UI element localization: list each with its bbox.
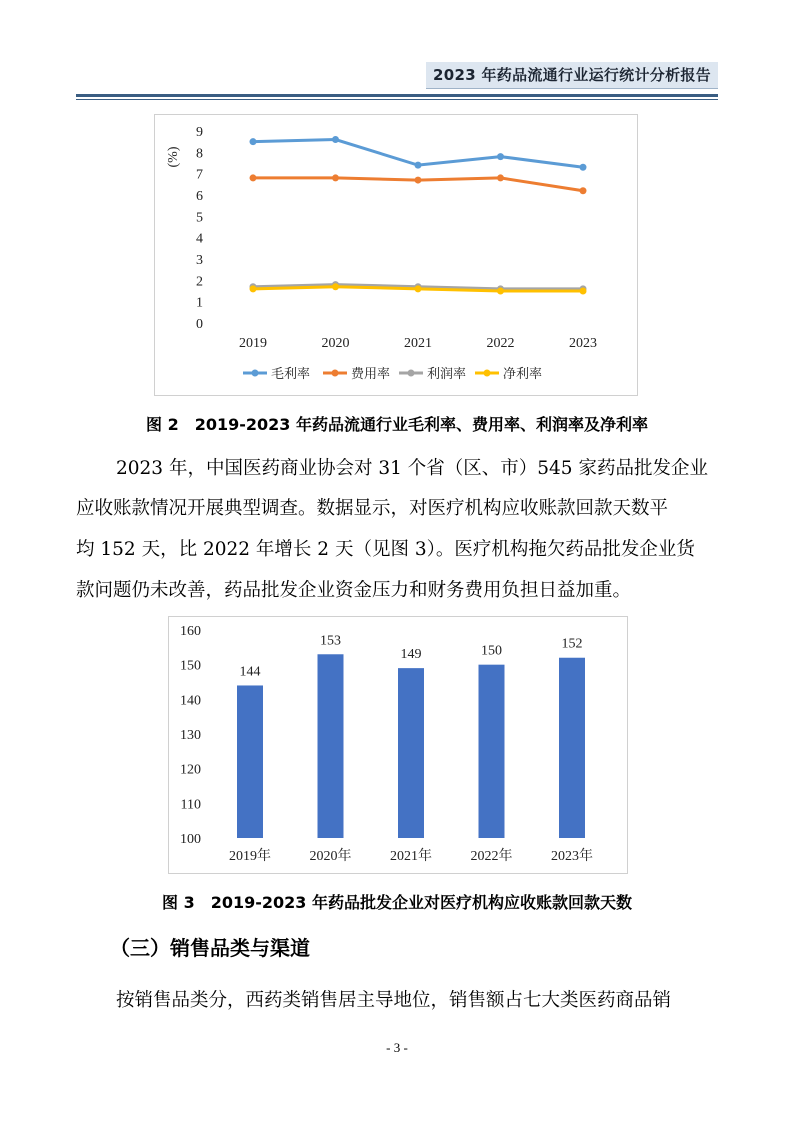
section-heading: （三）销售品类与渠道	[110, 936, 310, 960]
y-tick-label: 2	[196, 274, 203, 290]
data-point	[497, 288, 504, 295]
report-header-title: 2023 年药品流通行业运行统计分析报告	[426, 62, 718, 89]
data-point	[250, 285, 257, 292]
x-tick-label: 2020年	[309, 849, 352, 864]
y-tick-label: 8	[196, 146, 203, 162]
x-tick-label: 2021年	[390, 849, 432, 864]
paragraph1-line-3: 均 152 天，比 2022 年增长 2 天（见图 3）。医疗机构拖欠药品批发企业货	[76, 539, 695, 560]
y-tick-label: 9	[196, 125, 203, 140]
page-number: - 3 -	[386, 1040, 408, 1055]
figure2-line-chart	[154, 114, 638, 396]
bar-value-label: 149	[400, 647, 422, 663]
paragraph1-line-1: 2023 年，中国医药商业协会对 31 个省（区、市）545 家药品批发企业	[116, 458, 708, 479]
x-tick-label: 2023年	[551, 849, 593, 864]
data-point	[580, 164, 587, 171]
y-tick-label: 130	[180, 728, 201, 743]
y-tick-label: 5	[196, 210, 203, 226]
legend-label: 净利率	[503, 367, 543, 382]
legend-swatch-marker	[332, 370, 339, 377]
data-point	[332, 174, 339, 181]
bar	[318, 654, 344, 838]
y-tick-label: 7	[196, 167, 203, 183]
y-tick-label: 110	[180, 797, 201, 813]
paragraph2-line-1: 按销售品类分，西药类销售居主导地位，销售额占七大类医药商品销	[116, 990, 672, 1011]
x-tick-label: 2022年	[470, 849, 513, 864]
data-point	[415, 285, 422, 292]
legend-swatch-marker	[408, 370, 415, 377]
legend-label: 费用率	[351, 367, 391, 382]
data-point	[580, 187, 587, 194]
data-point	[497, 153, 504, 160]
y-tick-label: 160	[180, 624, 201, 639]
data-point	[332, 136, 339, 143]
bar-value-label: 150	[481, 643, 502, 659]
paragraph1-line-4: 款问题仍未改善，药品批发企业资金压力和财务费用负担日益加重。	[76, 580, 632, 601]
data-point	[250, 138, 257, 145]
bar	[559, 658, 585, 838]
x-tick-label: 2021	[404, 336, 432, 351]
legend-label: 毛利率	[271, 367, 311, 382]
y-tick-label: 100	[180, 832, 201, 847]
data-point	[332, 283, 339, 290]
figure3-bar-chart	[168, 616, 628, 874]
header-rule-thin	[76, 99, 718, 100]
y-tick-label: 3	[196, 253, 203, 268]
data-point	[415, 177, 422, 184]
data-point	[580, 288, 587, 295]
y-axis-label: (%)	[166, 146, 181, 168]
bar	[479, 665, 505, 838]
legend-label: 利润率	[427, 367, 467, 382]
y-tick-label: 150	[180, 658, 201, 674]
line-chart-svg	[155, 115, 637, 395]
x-tick-label: 2019年	[229, 849, 271, 864]
bar-value-label: 144	[239, 664, 261, 680]
figure3-caption: 图 3 2019-2023 年药品批发企业对医疗机构应收账款回款天数	[162, 893, 632, 912]
legend-swatch-marker	[484, 370, 491, 377]
data-point	[250, 174, 257, 181]
figure2-caption: 图 2 2019-2023 年药品流通行业毛利率、费用率、利润率及净利率	[146, 415, 648, 434]
x-tick-label: 2022	[486, 336, 515, 351]
y-tick-label: 120	[180, 762, 201, 778]
y-tick-label: 6	[196, 189, 203, 204]
bar	[398, 668, 424, 838]
legend-swatch-marker	[252, 370, 259, 377]
y-tick-label: 0	[196, 317, 203, 332]
y-tick-label: 1	[196, 295, 203, 311]
data-point	[415, 162, 422, 169]
header-rule-thick	[76, 94, 718, 97]
bar	[237, 685, 263, 838]
bar-value-label: 152	[561, 636, 583, 652]
data-point	[497, 174, 504, 181]
paragraph1-line-2: 应收账款情况开展典型调查。数据显示，对医疗机构应收账款回款天数平	[76, 498, 669, 519]
bar-value-label: 153	[320, 633, 341, 649]
x-tick-label: 2023	[569, 336, 597, 351]
y-tick-label: 140	[180, 693, 201, 709]
x-tick-label: 2020	[321, 336, 350, 351]
x-tick-label: 2019	[239, 336, 267, 351]
bar-chart-svg	[169, 617, 627, 873]
y-tick-label: 4	[196, 231, 203, 247]
